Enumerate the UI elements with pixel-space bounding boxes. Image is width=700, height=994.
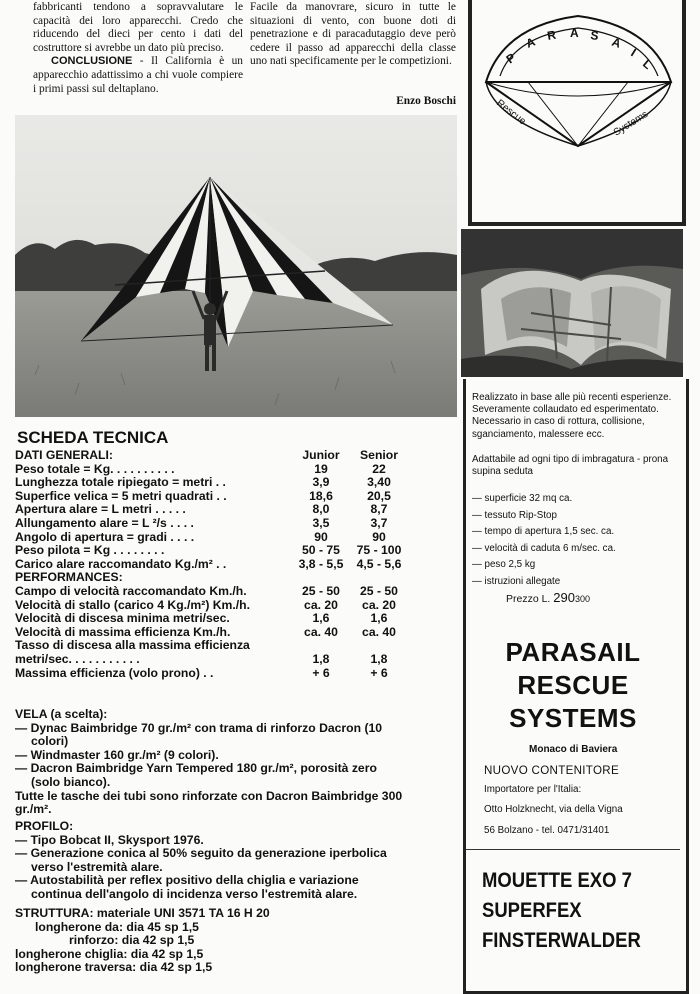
svg-text:L: L	[640, 56, 655, 73]
svg-text:P: P	[503, 50, 519, 67]
brand-city: Monaco di Baviera	[529, 744, 618, 755]
spec-title: SCHEDA TECNICA	[17, 428, 169, 447]
spec-profilo-section	[15, 820, 405, 902]
importer-address: 56 Bolzano - tel. 0471/31401	[484, 825, 610, 836]
svg-text:R: R	[546, 27, 558, 43]
table-row: Velocità di stallo (carico 4 Kg./m²) Km./h. ca. 20 ca. 20	[15, 597, 396, 612]
svg-text:A: A	[609, 34, 623, 51]
brand-line: SYSTEMS	[509, 703, 637, 733]
table-row: Campo di velocità raccomandato Km./h. 25 - 50 25 - 50	[15, 583, 398, 598]
article-paragraph: Facile da manovrare, sicuro in tutte le situazioni di vento, con buone doti di penetrazione e di paracadutaggio deve però cedere il passo ad apparecchi della classe uno nati specificamente per le competizioni.	[250, 1, 456, 68]
ad-intro: Realizzato in base alle più recenti esperienze. Severamente collaudato ed esperimentato. Necessario in caso di rottura, collisione, sganciamento, malessere ecc.	[472, 392, 672, 440]
hang-glider-photo	[15, 115, 457, 417]
product-list	[482, 866, 641, 956]
ad-feature: — istruzioni allegate	[472, 575, 561, 587]
table-row: Velocità di massima efficienza Km./h. ca. 40 ca. 40	[15, 624, 396, 639]
struttura-label: STRUTTURA:	[15, 906, 94, 920]
conclusion-text: - Il California è un apparecchio adattissimo a chi vuole compiere i primi passi sul deltaplano.	[33, 55, 243, 95]
struttura-row: longherone da: dia 45 sp 1,5	[35, 919, 199, 934]
article-column-2	[250, 1, 456, 69]
table-row: Peso pilota = Kg . . . . . . . . 50 - 75 75 - 100	[15, 543, 402, 558]
vela-note-2: Tutte le tasche dei tubi sono rinforzate con Dacron Baimbridge 300 gr./m².	[15, 788, 403, 817]
col-junior-header: Junior	[302, 448, 340, 462]
logo-systems-text: Systems	[611, 108, 651, 139]
ad-feature: — superficie 32 mq ca.	[472, 493, 573, 505]
price-old: 290	[553, 590, 575, 606]
parasail-logo	[468, 0, 686, 226]
ad-feature-list	[472, 493, 677, 588]
list-item: — Tipo Bobcat II, Skysport 1976.	[15, 832, 204, 847]
logo-rescue-text: Rescue	[494, 97, 528, 128]
profilo-label: PROFILO:	[15, 819, 74, 833]
price-new: 300	[574, 594, 591, 605]
table-row: Superfice velica = 5 metri quadrati . . 18,6 20,5	[15, 488, 391, 503]
table-row: metri/sec. . . . . . . . . . . 1,8 1,8	[15, 651, 388, 666]
spec-vela-section	[15, 708, 405, 817]
ad-divider	[466, 849, 680, 850]
conclusion-paragraph	[33, 55, 243, 96]
container-label: NUOVO CONTENITORE	[484, 764, 620, 777]
product-name: MOUETTE EXO 7	[482, 869, 632, 892]
table-row: Apertura alare = L metri . . . . . 8,0 8,7	[15, 502, 388, 517]
ad-feature: — peso 2,5 kg	[472, 559, 536, 571]
list-item: — Dynac Baimbridge 70 gr./m² con trama di rinforzo Dacron (10 colori)	[15, 720, 383, 749]
struttura-row: longherone chiglia: dia 42 sp 1,5	[15, 946, 204, 961]
product-name: FINSTERWALDER	[482, 929, 641, 952]
table-row: Tasso di discesa alla massima efficienza	[15, 638, 250, 653]
spec-general-table	[15, 449, 408, 680]
table-row: Peso totale = Kg. . . . . . . . . . 19 22	[15, 461, 386, 476]
struttura-row: longherone traversa: dia 42 sp 1,5	[15, 960, 213, 975]
ad-feature: — velocità di caduta 6 m/sec. ca.	[472, 542, 616, 554]
vela-list	[15, 722, 405, 790]
svg-text:I: I	[628, 45, 639, 60]
col-senior-header: Senior	[360, 448, 398, 462]
article-column-1	[33, 1, 243, 96]
price-label: Prezzo L.	[506, 593, 551, 606]
general-label: DATI GENERALI:	[15, 448, 113, 462]
list-item: — Generazione conica al 50% seguito da generazione iperbolica verso l'estremità alare.	[15, 846, 387, 874]
spec-general-section	[15, 449, 408, 680]
struttura-text: materiale UNI 3571 TA 16 H 20	[93, 906, 270, 920]
conclusion-label: CONCLUSIONE	[51, 55, 133, 68]
ad-price	[506, 592, 677, 605]
list-item: — Autostabilità per reflex positivo della chiglia e variazione continua dell'angolo di incidenza verso l'estremità alare.	[15, 873, 359, 901]
product-name: SUPERFEX	[482, 899, 582, 922]
importer-label: Importatore per l'Italia:	[484, 784, 582, 795]
table-row: Massima efficienza (volo prono) . . + 6 + 6	[15, 665, 388, 680]
ad-adapt: Adattabile ad ogni tipo di imbragatura - prona supina seduta	[472, 453, 669, 478]
brand-line: PARASAIL	[505, 637, 641, 667]
logo-graphic	[468, 0, 686, 226]
vela-note: (a scelta):	[47, 707, 108, 721]
svg-text:S: S	[589, 28, 600, 44]
svg-text:A: A	[523, 34, 538, 51]
article-author: Enzo Boschi	[396, 95, 456, 107]
ad-description	[472, 392, 677, 605]
hang-glider-image	[15, 115, 457, 417]
struttura-row: rinforzo: dia 42 sp 1,5	[69, 933, 195, 948]
vela-label: VELA	[15, 707, 48, 721]
table-row: Carico alare raccomandato Kg./m² . . 3,8 - 5,5 4,5 - 5,6	[15, 556, 402, 571]
svg-text:A: A	[570, 26, 579, 40]
parachute-photo	[461, 229, 683, 377]
list-item: — Dacron Baimbridge Yarn Tempered 180 gr./m², porosità zero (solo bianco).	[15, 761, 377, 789]
ad-feature: — tessuto Rip-Stop	[472, 509, 557, 521]
list-item: — Windmaster 160 gr./m² (9 colori).	[15, 747, 219, 762]
importer-name: Otto Holzknecht, via della Vigna	[484, 804, 623, 815]
parachute-image	[461, 229, 683, 377]
importer-block	[484, 784, 623, 837]
article-paragraph: fabbricanti tendono a sopravvalutare le capacità dei loro apparecchi. Credo che riducendo del dieci per cento i dati del costruttore si avrebbe un dato più preciso.	[33, 1, 243, 54]
table-row: Velocità di discesa minima metri/sec. 1,6 1,6	[15, 611, 388, 626]
table-row: Lunghezza totale ripiegato = metri . . 3,9 3,40	[15, 475, 391, 490]
table-row: Angolo di apertura = gradi . . . . 90 90	[15, 529, 386, 544]
ad-feature: — tempo di apertura 1,5 sec. ca.	[472, 526, 615, 538]
perf-label: PERFORMANCES:	[15, 570, 123, 585]
profilo-list	[15, 834, 405, 902]
table-row: Allungamento alare = L ²/s . . . . 3,5 3,7	[15, 515, 388, 530]
brand-block	[466, 636, 680, 735]
spec-struttura-section	[15, 907, 405, 975]
brand-line: RESCUE	[517, 670, 629, 700]
